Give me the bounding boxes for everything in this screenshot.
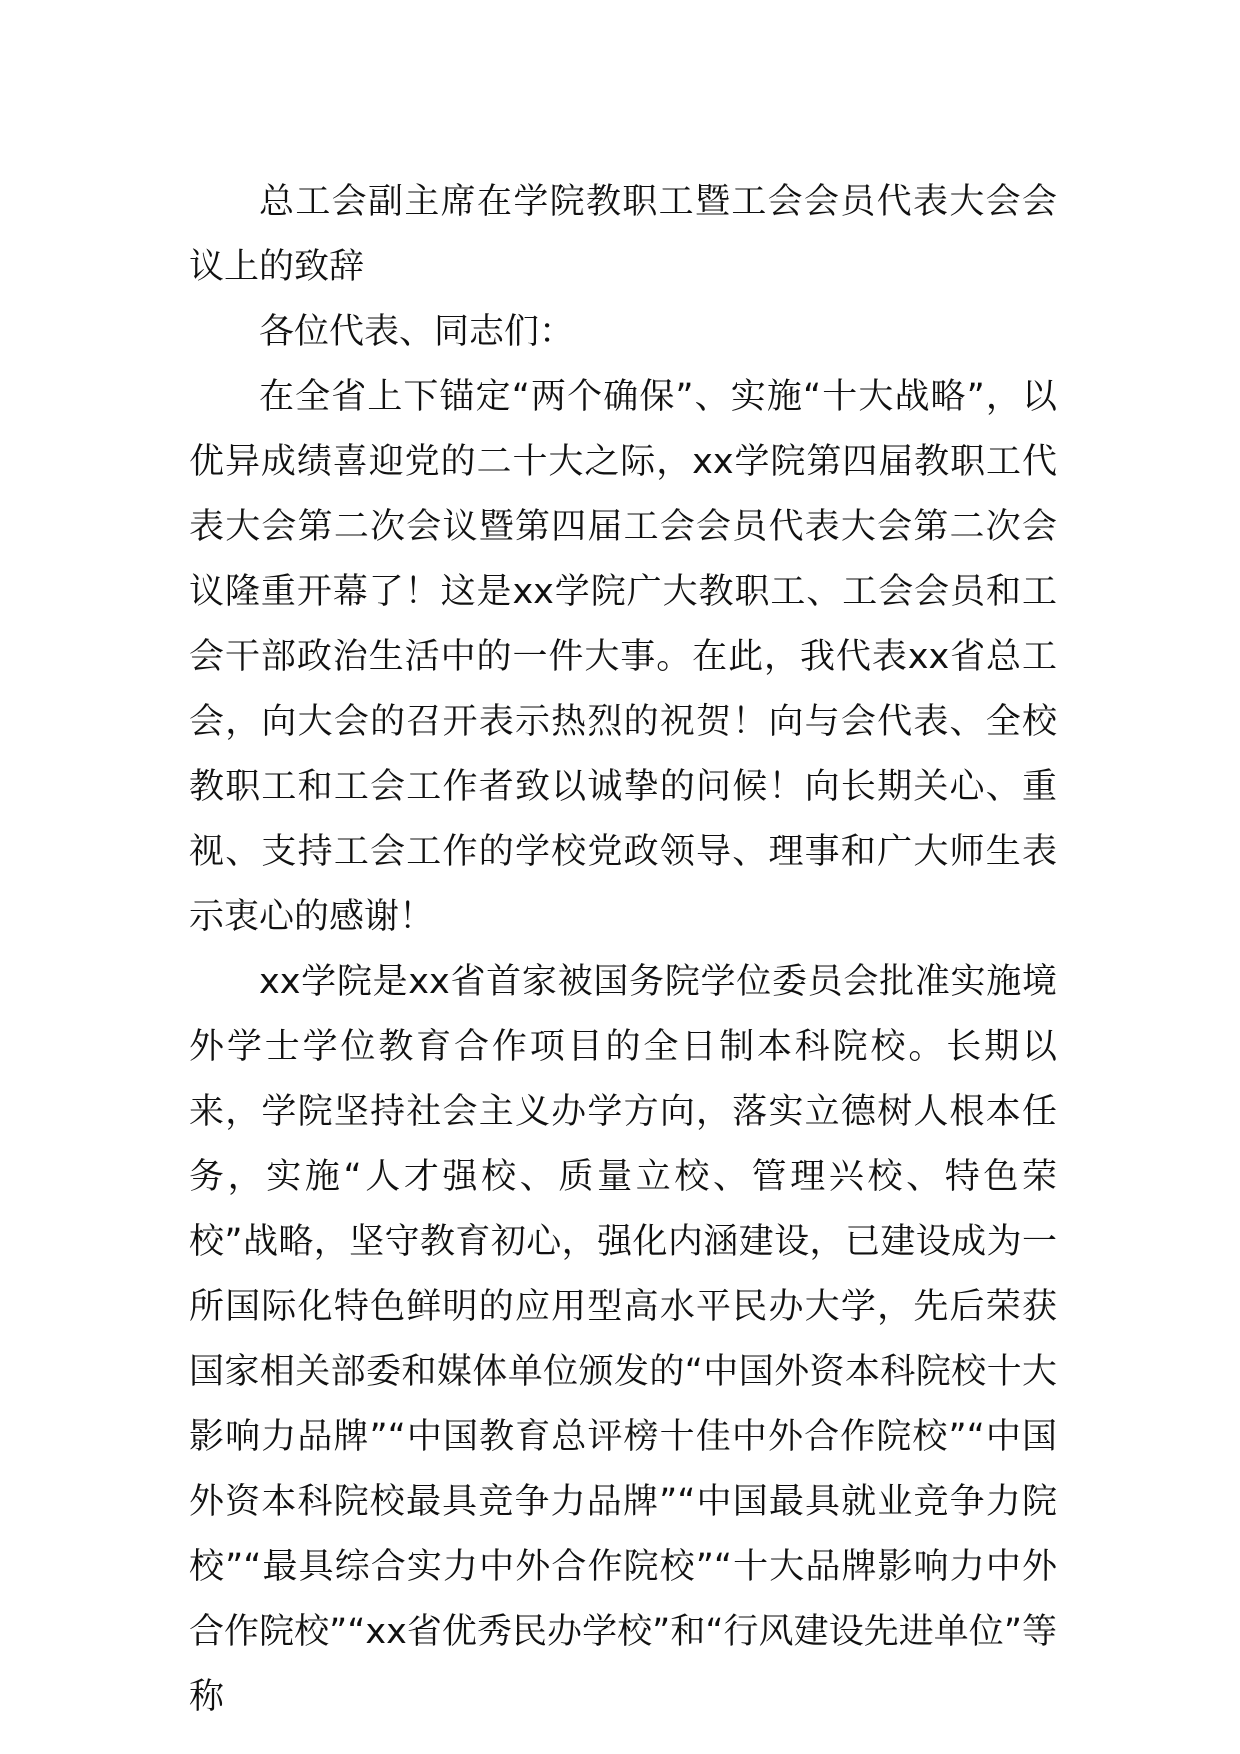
paragraph-2: xx学院是xx省首家被国务院学位委员会批准实施境外学士学位教育合作项目的全日制本科院校。长期以来，学院坚持社会主义办学方向，落实立德树人根本任务，实施“人才强校、质量立校、管理兴校、特色荣校”战略，坚守教育初心，强化内涵建设，已建设成为一所国际化特色鲜明的应用型高水平民办大学，先后荣获国家相关部委和媒体单位颁发的“中国外资本科院校十大影响力品牌”“中国教育总评榜十佳中外合作院校”“中国外资本科院校最具竞争力品牌”“中国最具就业竞争力院校”“最具综合实力中外合作院校”“十大品牌影响力中外合作院校”“xx省优秀民办学校”和“行风建设先进单位”等称: [189, 962, 1057, 1717]
document-title: 总工会副主席在学院教职工暨工会会员代表大会会议上的致辞: [189, 182, 1057, 287]
document-body: [189, 170, 1057, 1730]
salutation: 各位代表、同志们：: [259, 312, 575, 352]
paragraph-1: 在全省上下锚定“两个确保”、实施“十大战略”，以优异成绩喜迎党的二十大之际，xx学院第四届教职工代表大会第二次会议暨第四届工会会员代表大会第二次会议隆重开幕了！这是xx学院广大教职工、工会会员和工会干部政治生活中的一件大事。在此，我代表xx省总工会，向大会的召开表示热烈的祝贺！向与会代表、全校教职工和工会工作者致以诚挚的问候！向长期关心、重视、支持工会工作的学校党政领导、理事和广大师生表示衷心的感谢！: [189, 377, 1057, 937]
